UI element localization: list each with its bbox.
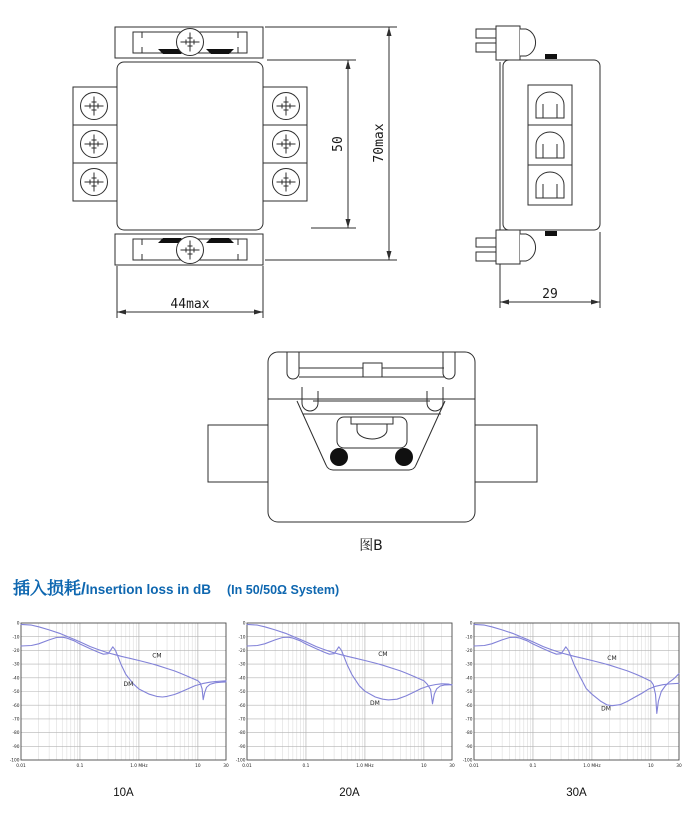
y-tick-label: -20 bbox=[12, 649, 20, 654]
cm-curve-label: CM bbox=[152, 652, 162, 660]
section-heading bbox=[13, 574, 339, 599]
y-tick-label: -40 bbox=[465, 676, 473, 682]
y-tick-label: -50 bbox=[238, 690, 246, 696]
x-tick-label: 0.1 bbox=[76, 764, 84, 769]
bracket-figure-drawing bbox=[208, 352, 537, 522]
y-tick-label: -70 bbox=[12, 717, 20, 723]
y-tick-label: -10 bbox=[465, 635, 473, 641]
chart-caption-30a: 30A bbox=[566, 787, 587, 799]
y-tick-label: -40 bbox=[238, 676, 246, 682]
x-tick-label: 10 bbox=[195, 764, 201, 769]
chart-caption-20a: 20A bbox=[339, 787, 360, 799]
chart-svg-20A bbox=[234, 619, 464, 772]
y-tick-label: -90 bbox=[238, 744, 246, 750]
front-view-drawing bbox=[73, 27, 397, 318]
dim-label-29: 29 bbox=[542, 287, 558, 302]
y-tick-label: -100 bbox=[462, 758, 473, 764]
y-tick-label: -50 bbox=[12, 690, 20, 696]
dm-curve-label: DM bbox=[123, 681, 134, 688]
y-tick-label: -30 bbox=[238, 662, 246, 668]
x-tick-label: 0.01 bbox=[16, 764, 26, 769]
y-tick-label: -40 bbox=[12, 676, 20, 682]
insertion-loss-chart-10a bbox=[8, 619, 238, 772]
y-tick-label: -70 bbox=[465, 717, 473, 723]
y-tick-label: -70 bbox=[238, 717, 246, 723]
y-tick-label: -30 bbox=[12, 662, 20, 668]
x-tick-label: 0.01 bbox=[242, 764, 252, 769]
section-title-en: Insertion loss in dB bbox=[85, 582, 211, 597]
y-tick-label: 0 bbox=[469, 621, 473, 627]
dim-label-70max: 70max bbox=[372, 123, 387, 163]
chart-svg-30A bbox=[461, 619, 691, 772]
x-tick-label: 1.0 MHz bbox=[583, 764, 601, 769]
y-tick-label: -100 bbox=[9, 758, 20, 764]
x-tick-label: 0.1 bbox=[529, 764, 537, 769]
y-tick-label: -20 bbox=[238, 649, 246, 654]
x-tick-label: 30 bbox=[676, 764, 682, 769]
insertion-loss-chart-20a bbox=[234, 619, 464, 772]
cm-curve-label: CM bbox=[607, 655, 617, 662]
y-tick-label: 0 bbox=[16, 621, 20, 627]
y-tick-label: -80 bbox=[12, 731, 20, 737]
y-tick-label: -80 bbox=[238, 731, 246, 737]
chart-svg-10A bbox=[8, 619, 238, 772]
x-tick-label: 10 bbox=[648, 764, 654, 769]
dim-label-44max: 44max bbox=[170, 297, 210, 312]
side-view-drawing bbox=[476, 26, 600, 308]
y-tick-label: -90 bbox=[465, 744, 473, 750]
y-tick-label: -30 bbox=[465, 662, 473, 668]
figure-b-caption: 图B bbox=[359, 538, 383, 554]
x-tick-label: 10 bbox=[421, 764, 427, 769]
y-tick-label: -20 bbox=[465, 649, 473, 654]
dim-label-50: 50 bbox=[331, 136, 346, 152]
section-title-note: (In 50/50Ω System) bbox=[227, 583, 340, 597]
x-tick-label: 30 bbox=[223, 764, 229, 769]
y-tick-label: -90 bbox=[12, 744, 20, 750]
y-tick-label: 0 bbox=[242, 621, 246, 627]
y-tick-label: -100 bbox=[235, 758, 246, 764]
y-tick-label: -60 bbox=[12, 703, 20, 709]
y-tick-label: -10 bbox=[12, 635, 20, 641]
x-tick-label: 30 bbox=[449, 764, 455, 769]
x-tick-label: 1.0 MHz bbox=[356, 764, 374, 769]
dm-curve-label: DM bbox=[370, 700, 380, 708]
y-tick-label: -60 bbox=[238, 703, 246, 709]
x-tick-label: 0.1 bbox=[302, 764, 310, 769]
y-tick-label: -80 bbox=[465, 731, 473, 737]
insertion-loss-chart-30a bbox=[461, 619, 691, 772]
chart-caption-10a: 10A bbox=[113, 787, 134, 799]
y-tick-label: -60 bbox=[465, 703, 473, 709]
cm-curve-label: CM bbox=[378, 650, 388, 658]
y-tick-label: -50 bbox=[465, 690, 473, 696]
y-tick-label: -10 bbox=[238, 635, 246, 641]
x-tick-label: 0.01 bbox=[469, 764, 479, 769]
x-tick-label: 1.0 MHz bbox=[130, 764, 148, 769]
section-title-zh: 插入损耗 bbox=[13, 579, 81, 598]
dm-curve-label: DM bbox=[601, 705, 611, 713]
section-title-separator: / bbox=[81, 579, 86, 598]
